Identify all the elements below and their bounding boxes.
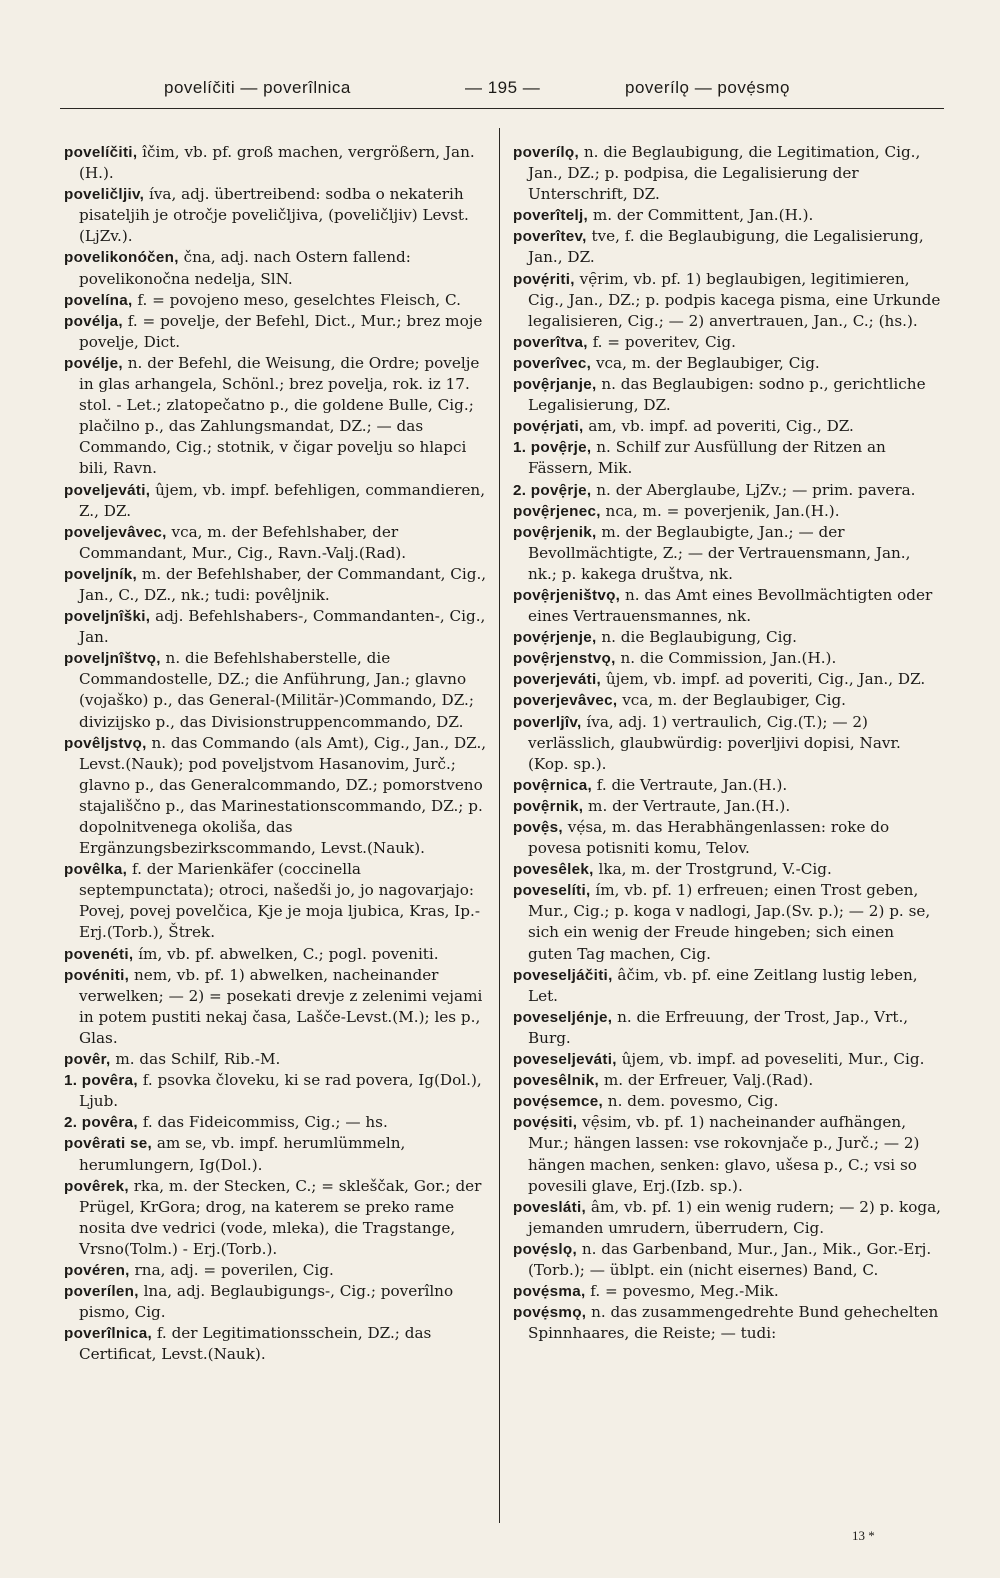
entry-definition: lna, adj. Beglaubigungs-, Cig.; poverîlno pismo, Cig. — [79, 1282, 454, 1322]
dictionary-entry — [513, 522, 941, 585]
entry-definition: f. das Fideicommiss, Cig.; — hs. — [137, 1113, 388, 1132]
dictionary-entry — [513, 690, 941, 711]
dictionary-entry — [64, 965, 492, 1049]
entry-headword: poverjevâvec, — [513, 692, 618, 710]
entry-definition: n. die Befehlshaberstelle, die Commandostelle, DZ.; die Anführung, Jan.; glavno (vojaško) p., das General-(Militär-)Commando, DZ.; divizijsko p., das Divisionstruppencommando, DZ. — [79, 649, 474, 731]
entry-headword: povêr, — [64, 1051, 111, 1069]
entry-definition: f. die Vertraute, Jan.(H.). — [591, 775, 788, 794]
entry-definition: âm, vb. pf. 1) ein wenig rudern; — 2) p. koga, jemanden umrudern, überrudern, Cig. — [528, 1197, 941, 1237]
header-rule — [60, 108, 944, 109]
entry-definition: čna, adj. nach Ostern fallend: povelikonočna nedelja, SlN. — [79, 248, 411, 288]
dictionary-entry — [64, 733, 492, 860]
entry-definition: nem, vb. pf. 1) abwelken, nacheinander verwelken; — 2) = posekati drevje z zelenimi vejami in potem pustiti nekaj časa, Lašče-Levst.(M.); les p., Glas. — [79, 965, 483, 1047]
dictionary-entry — [513, 1007, 941, 1049]
entry-definition: f. = poveritev, Cig. — [587, 332, 736, 351]
entry-headword: poveljevâvec, — [64, 523, 167, 541]
entry-definition: lka, m. der Trostgrund, V.-Cig. — [593, 860, 832, 879]
dictionary-entry — [513, 226, 941, 268]
right-column — [513, 142, 941, 1344]
dictionary-entry — [513, 712, 941, 775]
entry-headword: povẹ́semce, — [513, 1093, 603, 1111]
entry-headword: povệs, — [513, 819, 563, 836]
dictionary-entry — [64, 480, 492, 522]
entry-headword: povẹ̑rnik, — [513, 797, 584, 815]
dictionary-entry — [513, 775, 941, 796]
entry-headword: poverîlnica, — [64, 1325, 153, 1343]
entry-headword: povelikonóčen, — [64, 249, 179, 267]
entry-definition: ûjem, vb. impf. ad poveseliti, Mur., Cig. — [616, 1050, 925, 1069]
entry-headword: povẹ́smǫ, — [513, 1304, 587, 1322]
dictionary-entry — [64, 564, 492, 606]
dictionary-entry — [513, 1091, 941, 1112]
dictionary-entry — [64, 142, 492, 184]
entry-headword: povéren, — [64, 1261, 130, 1279]
entry-definition: n. das Garbenband, Mur., Jan., Mik., Gor.-Erj.(Torb.); — üblpt. ein (nicht eisernes) Band, C. — [528, 1239, 932, 1279]
entry-headword: povéniti, — [64, 966, 130, 984]
entry-definition: am, vb. impf. ad poveriti, Cig., DZ. — [583, 417, 854, 436]
entry-headword: 1. povẹ̑rje, — [513, 439, 592, 457]
entry-definition: f. = povesmo, Meg.-Mik. — [585, 1282, 779, 1301]
entry-headword: povẹ́slǫ, — [513, 1240, 578, 1258]
dictionary-entry — [513, 501, 941, 522]
entry-headword: povêlka, — [64, 861, 128, 879]
dictionary-entry — [64, 522, 492, 564]
entry-headword: povẹ́sma, — [513, 1283, 586, 1301]
dictionary-entry — [64, 1049, 492, 1070]
entry-headword: povêrek, — [64, 1177, 129, 1195]
entry-headword: 2. povêra, — [64, 1114, 138, 1132]
entry-definition: am se, vb. impf. herumlümmeln, herumlungern, Ig(Dol.). — [79, 1134, 406, 1174]
entry-headword: povẹ̑rnica, — [513, 776, 592, 794]
dictionary-entry — [513, 374, 941, 416]
entry-headword: povesêlnik, — [513, 1072, 600, 1090]
entry-definition: vẹ̑rim, vb. pf. 1) beglaubigen, legitimieren, Cig., Jan., DZ.; p. podpis kacega pisma, eine Urkunde legalisieren, Cig.; — 2) anvertrauen, Jan., C.; (hs.). — [528, 269, 941, 330]
dictionary-entry — [64, 1281, 492, 1323]
entry-definition: n. das Amt eines Bevollmächtigten oder eines Vertrauensmannes, nk. — [528, 585, 933, 626]
entry-definition: f. der Legitimationsschein, DZ.; das Certificat, Levst.(Nauk). — [79, 1324, 432, 1364]
entry-headword: povélja, — [64, 312, 123, 330]
dictionary-entry — [513, 269, 941, 332]
dictionary-entry — [513, 1239, 941, 1281]
dictionary-entry — [513, 627, 941, 648]
dictionary-entry — [513, 648, 941, 669]
dictionary-entry — [513, 880, 941, 964]
entry-headword: povẹ̑rjanje, — [513, 376, 597, 394]
entry-headword: 1. povêra, — [64, 1072, 138, 1090]
entry-definition: íva, adj. übertreibend: sodba o nekaterih pisateljih je otročje poveličljiva, (poveličljiv) Levst.(LjZv.). — [79, 185, 469, 246]
dictionary-entry — [513, 859, 941, 880]
page-number: — 195 — — [465, 78, 541, 97]
entry-headword: poveseljáčiti, — [513, 966, 613, 984]
entry-definition: adj. Befehlshabers-, Commandanten-, Cig., Jan. — [79, 607, 486, 647]
entry-headword: poverílǫ, — [513, 144, 579, 161]
dictionary-entry — [64, 311, 492, 353]
entry-definition: n. das Beglaubigen: sodno p., gerichtliche Legalisierung, DZ. — [528, 375, 926, 415]
header-left-guideword: povelíčiti — poverîlnica — [164, 78, 351, 97]
entry-headword: povẹ̑rjenec, — [513, 502, 601, 520]
entry-headword: povêljstvǫ, — [64, 734, 147, 752]
entry-definition: f. = povojeno meso, geselchtes Fleisch, C. — [132, 290, 461, 309]
dictionary-entry — [513, 332, 941, 353]
entry-definition: vca, m. der Befehlshaber, der Commandant, Mur., Cig., Ravn.-Valj.(Rad). — [79, 522, 407, 562]
entry-definition: f. = povelje, der Befehl, Dict., Mur.; brez moje povelje, Dict. — [79, 311, 483, 351]
dictionary-entry — [64, 1176, 492, 1260]
entry-headword: poveseljeváti, — [513, 1051, 617, 1069]
dictionary-entry — [513, 480, 941, 501]
entry-headword: povẹ̑rjenstvǫ, — [513, 650, 616, 668]
entry-definition: n. der Aberglaube, LjZv.; — prim. pavera. — [591, 480, 916, 499]
dictionary-entry — [513, 1197, 941, 1239]
entry-headword: povẹ̑rjeništvǫ, — [513, 586, 621, 604]
entry-headword: poveseljénje, — [513, 1008, 613, 1026]
dictionary-entry — [64, 859, 492, 943]
entry-headword: povẹ́rjati, — [513, 418, 584, 436]
entry-definition: f. psovka človeku, ki se rad povera, Ig(Dol.), Ljub. — [79, 1071, 482, 1111]
entry-headword: poverîtev, — [513, 228, 587, 246]
dictionary-entry — [64, 648, 492, 732]
entry-definition: m. der Beglaubigte, Jan.; — der Bevollmächtigte, Z.; — der Vertrauensmann, Jan., nk.; p. kakega društva, nk. — [528, 522, 911, 583]
dictionary-entry — [513, 205, 941, 226]
entry-definition: n. die Commission, Jan.(H.). — [615, 649, 837, 668]
entry-definition: n. dem. povesmo, Cig. — [602, 1092, 779, 1111]
dictionary-entry — [513, 669, 941, 690]
entry-headword: povẹ́siti, — [513, 1114, 578, 1132]
entry-headword: povenéti, — [64, 945, 134, 963]
entry-headword: povelína, — [64, 291, 133, 309]
entry-headword: poverîtva, — [513, 333, 588, 351]
entry-definition: n. die Beglaubigung, Cig. — [596, 628, 797, 647]
dictionary-entry — [513, 1112, 941, 1196]
dictionary-entry — [64, 1260, 492, 1281]
dictionary-entry — [513, 1070, 941, 1091]
entry-definition: rna, adj. = poverilen, Cig. — [129, 1260, 334, 1279]
entry-headword: povẹ̑rjenik, — [513, 523, 597, 541]
entry-headword: povelíčiti, — [64, 144, 138, 161]
entry-definition: ûjem, vb. impf. ad poveriti, Cig., Jan., DZ. — [601, 670, 926, 689]
dictionary-entry — [64, 247, 492, 289]
entry-headword: poveljeváti, — [64, 481, 151, 499]
entry-definition: ím, vb. pf. 1) erfreuen; einen Trost geben, Mur., Cig.; p. koga v nadlogi, Jap.(Sv. p.); — 2) p. se, sich ein wenig der Freude hingeben; sich einen guten Tag machen, Cig. — [528, 881, 931, 963]
entry-headword: poveljník, — [64, 565, 138, 583]
entry-headword: poverljîv, — [513, 713, 582, 731]
entry-headword: poveljnîštvǫ, — [64, 650, 161, 668]
entry-headword: 2. povẹ̑rje, — [513, 481, 592, 499]
entry-definition: n. der Befehl, die Weisung, die Ordre; povelje in glas arhangela, Schönl.; brez povelja, rok. iz 17. stol. - Let.; zlatopečatno p., die goldene Bulle, Cig.; plačilno p., das Zahlungsmandat, DZ.; — das Commando, Cig.; stotnik, v čigar povelju so hlapci bili, Ravn. — [79, 353, 480, 478]
printer-signature: 13 * — [852, 1528, 875, 1543]
entry-headword: poveličljiv, — [64, 186, 145, 204]
dictionary-entry — [513, 817, 941, 859]
entry-headword: poveljnîški, — [64, 608, 151, 626]
entry-definition: m. das Schilf, Rib.-M. — [110, 1050, 281, 1069]
header-right-guideword: poverílǫ — povẹ́smǫ — [625, 78, 790, 97]
entry-definition: íva, adj. 1) vertraulich, Cig.(T.); — 2) verlässlich, glaubwürdig: poverljivi dopisi, Navr.(Kop. sp.). — [528, 712, 901, 773]
entry-definition: nca, m. = poverjenik, Jan.(H.). — [600, 501, 840, 520]
entry-headword: povẹ́riti, — [513, 270, 575, 288]
dictionary-entry — [513, 1049, 941, 1070]
entry-definition: n. die Erfreuung, der Trost, Jap., Vrt., Burg. — [528, 1007, 909, 1047]
dictionary-entry — [513, 437, 941, 479]
entry-definition: vẹ́sa, m. das Herabhängenlassen: roke do povesa potisniti komu, Telov. — [528, 818, 890, 858]
left-column — [64, 142, 492, 1365]
page-header — [60, 78, 940, 108]
entry-headword: povẹ́rjenje, — [513, 629, 597, 647]
entry-headword: povélje, — [64, 354, 123, 372]
entry-headword: poverîvec, — [513, 354, 592, 372]
entry-definition: m. der Vertraute, Jan.(H.). — [583, 796, 791, 815]
entry-definition: vca, m. der Beglaubiger, Cig. — [591, 353, 820, 372]
entry-headword: poverílen, — [64, 1283, 139, 1301]
dictionary-entry — [513, 585, 941, 627]
entry-headword: poverîtelj, — [513, 207, 589, 225]
entry-definition: f. der Marienkäfer (coccinella septempunctata); otroci, našedši jo, jo nagovarjajo: Povej, povej povelčica, Kje je moja ljubica, Kras, Ip.-Erj.(Torb.), Štrek. — [79, 860, 480, 942]
entry-headword: poveselíti, — [513, 882, 591, 900]
dictionary-entry — [513, 353, 941, 374]
entry-definition: îčim, vb. pf. groß machen, vergrößern, Jan.(H.). — [79, 143, 475, 183]
dictionary-entry — [64, 353, 492, 480]
entry-definition: âčim, vb. pf. eine Zeitlang lustig leben, Let. — [528, 965, 918, 1005]
dictionary-entry — [513, 142, 941, 205]
entry-definition: m. der Erfreuer, Valj.(Rad). — [599, 1071, 814, 1090]
entry-definition: vca, m. der Beglaubiger, Cig. — [617, 691, 846, 710]
entry-definition: n. Schilf zur Ausfüllung der Ritzen an Fässern, Mik. — [528, 438, 886, 478]
entry-headword: povesêlek, — [513, 861, 594, 879]
entry-definition: n. die Beglaubigung, die Legitimation, Cig., Jan., DZ.; p. podpisa, die Legalisierung der Unterschrift, DZ. — [528, 143, 921, 204]
entry-definition: ím, vb. pf. abwelken, C.; pogl. poveniti. — [133, 944, 439, 963]
entry-definition: rka, m. der Stecken, C.; = skleščak, Gor.; der Prügel, KrGora; drog, na katerem se preko rame nosita dve vedrici (vode, mleka), die Tragstange, Vrsno(Tolm.) - Erj.(Torb.). — [79, 1176, 482, 1258]
dictionary-entry — [64, 944, 492, 965]
dictionary-entry — [513, 965, 941, 1007]
dictionary-entry — [64, 1112, 492, 1133]
dictionary-entry — [513, 1302, 941, 1344]
dictionary-entry — [513, 416, 941, 437]
dictionary-entry — [513, 796, 941, 817]
dictionary-entry — [64, 290, 492, 311]
dictionary-entry — [513, 1281, 941, 1302]
entry-definition: vẹ̑sim, vb. pf. 1) nacheinander aufhängen, Mur.; hängen lassen: vse rokovnjače p., Jurč.; — 2) hängen machen, senken: glavo, ušesa p., C.; vsi so povesili glave, Erj.(Izb. sp.). — [528, 1113, 920, 1195]
entry-definition: n. das zusammengedrehte Bund gehechelten Spinnhaares, die Reiste; — tudi: — [528, 1303, 939, 1343]
entry-headword: poverjeváti, — [513, 671, 602, 689]
entry-definition: m. der Befehlshaber, der Commandant, Cig., Jan., C., DZ., nk.; tudi: povêljnik. — [79, 564, 487, 604]
entry-definition: m. der Committent, Jan.(H.). — [588, 206, 814, 225]
column-divider — [499, 128, 500, 1523]
entry-definition: n. das Commando (als Amt), Cig., Jan., DZ., Levst.(Nauk); pod poveljstvom Hasanovim, Jurč.; glavno p., das Generalcommando, DZ.; pomorstveno stajališčno p., das Marinestationscommando, DZ.; p. dopolnitvenega okoliša, das Ergänzungsbezirkscommando, Levst.(Nauk). — [79, 733, 487, 858]
entry-headword: povêrati se, — [64, 1135, 153, 1153]
entry-definition: ûjem, vb. impf. befehligen, commandieren, Z., DZ. — [79, 480, 486, 520]
entry-headword: povesláti, — [513, 1198, 587, 1216]
dictionary-entry — [64, 606, 492, 648]
dictionary-entry — [64, 1133, 492, 1175]
dictionary-entry — [64, 184, 492, 247]
dictionary-entry — [64, 1323, 492, 1365]
entry-definition: tve, f. die Beglaubigung, die Legalisierung, Jan., DZ. — [528, 227, 924, 267]
dictionary-entry — [64, 1070, 492, 1112]
